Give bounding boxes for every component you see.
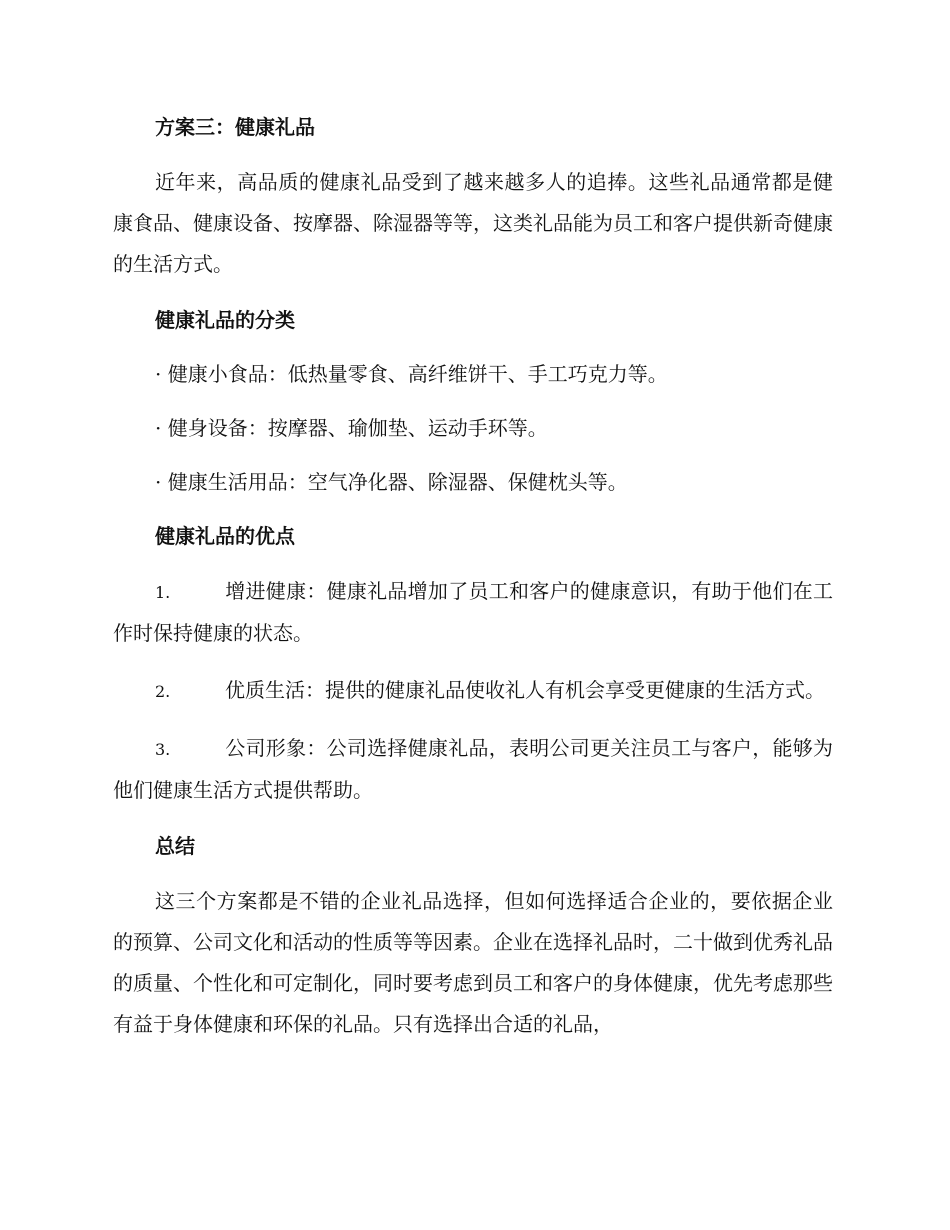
advantage-text: 优质生活：提供的健康礼品使收礼人有机会享受更健康的生活方式。	[225, 678, 825, 702]
list-number: 3.	[155, 740, 171, 759]
category-item-fitness: · 健身设备：按摩器、瑜伽垫、运动手环等。	[155, 416, 548, 440]
category-item-living: · 健康生活用品：空气净化器、除湿器、保健枕头等。	[155, 470, 628, 494]
advantage-item-health	[113, 571, 833, 654]
section-title: 方案三：健康礼品	[155, 115, 315, 139]
advantage-item-quality-life	[113, 670, 833, 712]
advantage-item-company-image	[113, 728, 833, 811]
list-number: 1.	[155, 583, 171, 602]
intro-paragraph: 近年来，高品质的健康礼品受到了越来越多人的追捧。这些礼品通常都是健康食品、健康设备、按摩器、除湿器等等，这类礼品能为员工和客户提供新奇健康的生活方式。	[113, 170, 833, 276]
categories-heading: 健康礼品的分类	[155, 308, 295, 332]
list-number: 2.	[155, 682, 171, 701]
advantage-text: 增进健康：健康礼品增加了员工和客户的健康意识，有助于他们在工作时保持健康的状态。	[113, 579, 833, 645]
summary-heading: 总结	[155, 834, 195, 858]
document-page	[113, 108, 833, 1061]
advantage-text: 公司形象：公司选择健康礼品，表明公司更关注员工与客户，能够为他们健康生活方式提供帮助。	[113, 736, 833, 802]
category-item-snacks: · 健康小食品：低热量零食、高纤维饼干、手工巧克力等。	[155, 362, 668, 386]
summary-paragraph: 这三个方案都是不错的企业礼品选择，但如何选择适合企业的，要依据企业的预算、公司文化和活动的性质等等因素。企业在选择礼品时，二十做到优秀礼品的质量、个性化和可定制化，同时要考虑到员工和客户的身体健康，优先考虑那些有益于身体健康和环保的礼品。只有选择出合适的礼品，	[113, 889, 833, 1036]
advantages-heading: 健康礼品的优点	[155, 524, 295, 548]
